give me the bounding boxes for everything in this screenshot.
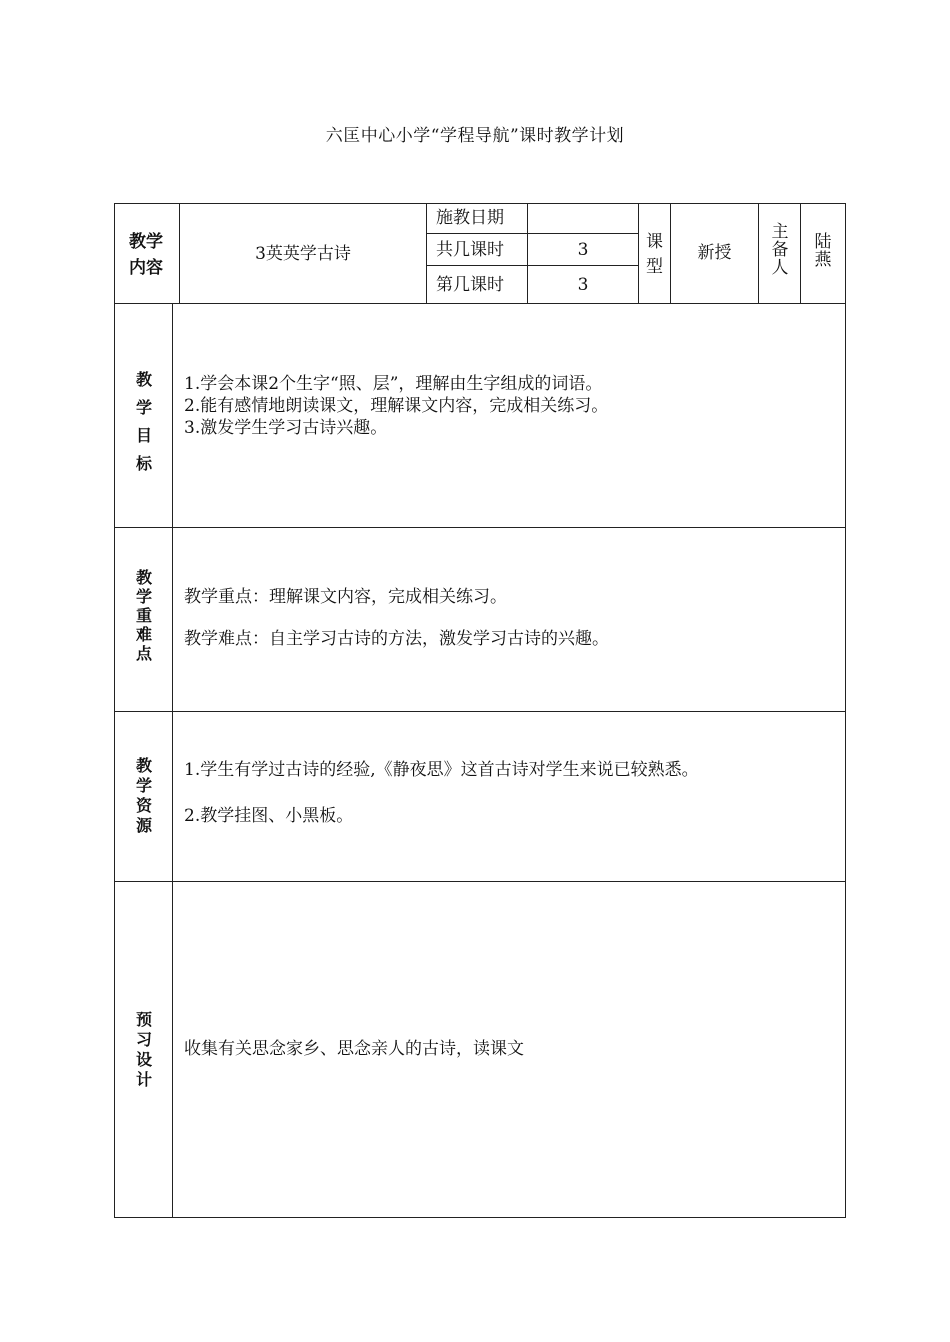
resources-content bbox=[184, 760, 844, 826]
lesson-title: 3英英学古诗 bbox=[255, 244, 351, 264]
objective-line-1: 1.学会本课2个生字“照、层”，理解由生字组成的词语。 bbox=[184, 374, 603, 394]
total-periods-value: 3 bbox=[577, 240, 589, 260]
key-point-line-1: 教学重点：理解课文内容，完成相关练习。 bbox=[184, 587, 507, 607]
content-label bbox=[116, 229, 176, 282]
preview-content bbox=[184, 1039, 839, 1059]
key-points-content bbox=[184, 587, 839, 649]
resources-label bbox=[116, 756, 172, 836]
key-points-label-text: 教学重难点 bbox=[135, 568, 152, 663]
objective-line-2: 2.能有感情地朗读课文，理解课文内容，完成相关练习。 bbox=[184, 396, 609, 416]
preparer-value-text: 陆燕 bbox=[814, 232, 832, 270]
type-label bbox=[641, 230, 668, 279]
objectives-label bbox=[116, 366, 172, 478]
page-title: 六匡中心小学“学程导航”课时教学计划 bbox=[325, 126, 625, 146]
key-point-line-2: 教学难点：自主学习古诗的方法，激发学习古诗的兴趣。 bbox=[184, 629, 609, 649]
resource-line-2: 2.教学挂图、小黑板。 bbox=[184, 806, 354, 826]
objectives-label-text: 教学目标 bbox=[135, 370, 152, 473]
content-label-text: 教学内容 bbox=[129, 232, 163, 279]
preparer-value bbox=[803, 234, 843, 270]
preview-line-1: 收集有关思念家乡、思念亲人的古诗，读课文 bbox=[184, 1039, 524, 1059]
objective-line-3: 3.激发学生学习古诗兴趣。 bbox=[184, 418, 388, 438]
preview-label bbox=[116, 1010, 172, 1090]
period-no-value: 3 bbox=[577, 275, 589, 295]
resource-line-1: 1.学生有学过古诗的经验,《静夜思》这首古诗对学生来说已较熟悉。 bbox=[184, 760, 699, 780]
preparer-label bbox=[761, 224, 799, 278]
type-value: 新授 bbox=[697, 243, 732, 263]
date-label: 施教日期 bbox=[436, 208, 504, 228]
key-points-label bbox=[116, 568, 172, 663]
resources-label-text: 教学资源 bbox=[135, 756, 152, 835]
objectives-content bbox=[184, 373, 839, 439]
preparer-label-text: 主备人 bbox=[771, 222, 789, 278]
type-label-text: 课型 bbox=[646, 232, 663, 277]
total-periods-label: 共几课时 bbox=[436, 240, 504, 260]
period-no-label: 第几课时 bbox=[436, 275, 504, 295]
preview-label-text: 预习设计 bbox=[135, 1010, 152, 1089]
